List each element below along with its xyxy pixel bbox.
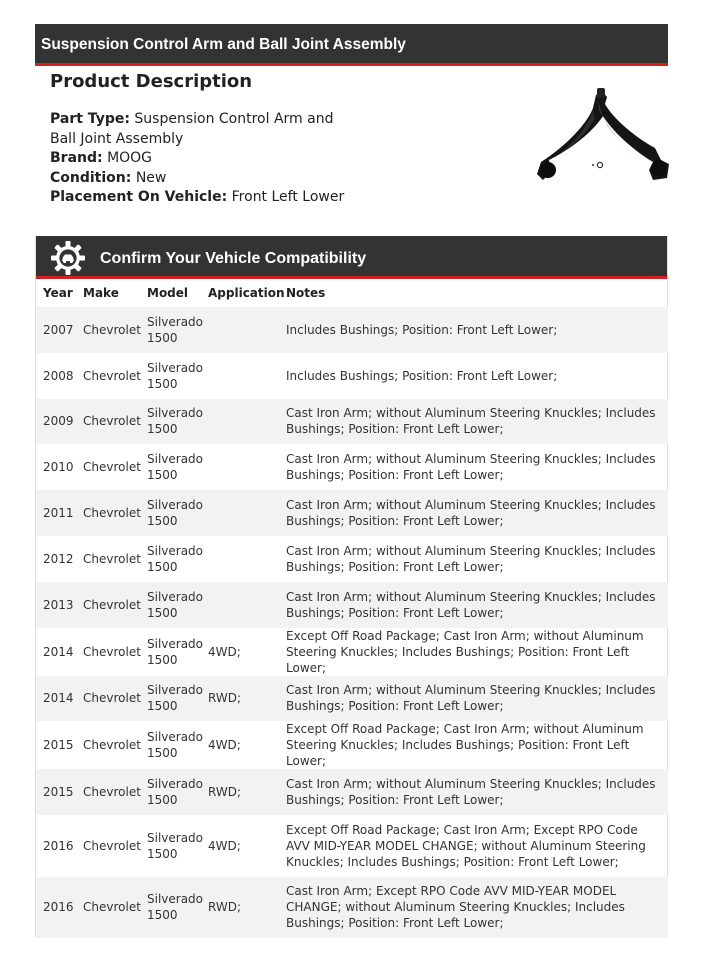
field-label: Condition: <box>50 169 132 186</box>
cell-year: 2011 <box>36 490 76 536</box>
page-title: Suspension Control Arm and Ball Joint Assembly <box>35 24 668 66</box>
cell-model: Silverado 1500 <box>147 636 204 667</box>
cell-year: 2010 <box>43 460 74 475</box>
cell-make: Chevrolet <box>83 368 141 383</box>
cell-notes: Cast Iron Arm; without Aluminum Steering Knuckles; Includes Bushings; Position: Front Left Lower; <box>279 490 668 536</box>
cell-application: RWD; <box>201 676 279 722</box>
cell-model: Silverado 1500 <box>147 543 204 574</box>
cell-model: Silverado 1500 <box>140 490 201 536</box>
field-brand <box>50 149 350 169</box>
field-value: New <box>135 169 167 186</box>
cell-application: 4WD; <box>208 738 241 753</box>
cell-year: 2015 <box>43 738 74 753</box>
cell-make: Chevrolet <box>83 738 141 753</box>
column-header-year: Year <box>43 286 73 300</box>
cell-year: 2012 <box>43 551 74 566</box>
cell-application <box>201 582 279 628</box>
table-row <box>36 676 668 722</box>
column-header-notes: Notes <box>286 286 326 300</box>
column-header-model: Model <box>147 286 189 300</box>
table-row <box>36 536 668 582</box>
cell-model: Silverado 1500 <box>140 676 201 722</box>
cell-model: Silverado 1500 <box>140 769 201 815</box>
cell-year: 2007 <box>36 307 76 353</box>
field-part-type <box>50 110 350 149</box>
cell-model: Silverado 1500 <box>140 582 201 628</box>
cell-make: Chevrolet <box>83 551 141 566</box>
field-value: Front Left Lower <box>231 189 345 205</box>
cell-notes: Cast Iron Arm; without Aluminum Steering Knuckles; Includes Bushings; Position: Front Left Lower; <box>279 769 668 815</box>
vehicle-compatibility-panel <box>35 236 668 937</box>
table-row <box>36 444 668 490</box>
cell-application <box>201 399 279 445</box>
cell-make: Chevrolet <box>83 460 141 475</box>
cell-model: Silverado 1500 <box>140 307 201 353</box>
cell-make: Chevrolet <box>76 676 140 722</box>
field-label: Placement On Vehicle: <box>50 189 228 205</box>
product-description-fields <box>50 110 350 208</box>
compatibility-header <box>36 236 667 279</box>
cell-application: RWD; <box>201 877 279 939</box>
cell-make: Chevrolet <box>76 769 140 815</box>
table-row <box>36 628 668 676</box>
control-arm-product-image <box>533 88 673 188</box>
table-row <box>36 815 668 877</box>
cell-year: 2016 <box>36 877 76 939</box>
table-row <box>36 769 668 815</box>
cell-notes: Except Off Road Package; Cast Iron Arm; without Aluminum Steering Knuckles; Includes Bushings; Position: Front Left Lower; <box>286 628 644 675</box>
column-header-make: Make <box>83 286 119 300</box>
table-row <box>36 490 668 536</box>
cell-application: 4WD; <box>208 644 241 659</box>
cell-make: Chevrolet <box>76 582 140 628</box>
cell-application: 4WD; <box>208 838 241 853</box>
cell-year: 2014 <box>36 676 76 722</box>
cell-notes: Cast Iron Arm; Except RPO Code AVV MID-YEAR MODEL CHANGE; without Aluminum Steering Knuckles; Includes Bushings; Position: Front Left Lower; <box>279 877 668 939</box>
cell-year: 2008 <box>43 368 74 383</box>
field-condition <box>50 169 350 189</box>
cell-application <box>201 536 279 582</box>
table-row <box>36 582 668 628</box>
cell-make: Chevrolet <box>76 399 140 445</box>
cell-application <box>201 490 279 536</box>
field-value: Suspension Control Arm and Ball Joint Assembly <box>50 111 334 147</box>
table-row <box>36 353 668 399</box>
cell-make: Chevrolet <box>83 838 141 853</box>
table-row <box>36 307 668 353</box>
cell-notes: Includes Bushings; Position: Front Left Lower; <box>286 368 558 383</box>
product-description-heading: Product Description <box>50 71 253 92</box>
cell-application: RWD; <box>201 769 279 815</box>
field-placement <box>50 188 350 208</box>
cell-notes: Includes Bushings; Position: Front Left Lower; <box>279 307 668 353</box>
cell-model: Silverado 1500 <box>147 830 204 861</box>
compatibility-title: Confirm Your Vehicle Compatibility <box>100 250 367 267</box>
cell-notes: Cast Iron Arm; without Aluminum Steering Knuckles; Includes Bushings; Position: Front Left Lower; <box>279 676 668 722</box>
gear-car-icon <box>51 241 85 275</box>
cell-year: 2016 <box>43 838 74 853</box>
cell-model: Silverado 1500 <box>140 399 201 445</box>
cell-year: 2013 <box>36 582 76 628</box>
column-header-application: Application <box>208 286 285 300</box>
table-header-row <box>36 279 668 307</box>
cell-notes: Except Off Road Package; Cast Iron Arm; without Aluminum Steering Knuckles; Includes Bushings; Position: Front Left Lower; <box>286 722 644 769</box>
table-row <box>36 877 668 939</box>
cell-model: Silverado 1500 <box>147 360 204 391</box>
field-label: Brand: <box>50 150 103 166</box>
table-row <box>36 721 668 769</box>
cell-notes: Except Off Road Package; Cast Iron Arm; Except RPO Code AVV MID-YEAR MODEL CHANGE; without Aluminum Steering Knuckles; Includes Bushings; Position: Front Left Lower; <box>286 822 646 869</box>
cell-application <box>201 444 279 490</box>
cell-notes: Cast Iron Arm; without Aluminum Steering Knuckles; Includes Bushings; Position: Front Left Lower; <box>279 582 668 628</box>
table-row <box>36 399 668 445</box>
cell-make: Chevrolet <box>76 490 140 536</box>
cell-application <box>201 353 279 399</box>
cell-model: Silverado 1500 <box>147 730 204 761</box>
cell-year: 2009 <box>36 399 76 445</box>
cell-notes: Cast Iron Arm; without Aluminum Steering Knuckles; Includes Bushings; Position: Front Left Lower; <box>286 543 656 574</box>
cell-notes: Cast Iron Arm; without Aluminum Steering Knuckles; Includes Bushings; Position: Front Left Lower; <box>279 399 668 445</box>
cell-notes: Cast Iron Arm; without Aluminum Steering Knuckles; Includes Bushings; Position: Front Left Lower; <box>286 452 656 483</box>
field-label: Part Type: <box>50 111 130 127</box>
cell-year: 2015 <box>36 769 76 815</box>
cell-make: Chevrolet <box>83 644 141 659</box>
cell-year: 2014 <box>43 644 74 659</box>
cell-model: Silverado 1500 <box>140 877 201 939</box>
cell-application <box>201 307 279 353</box>
field-value: MOOG <box>107 150 153 166</box>
cell-model: Silverado 1500 <box>147 452 204 483</box>
cell-make: Chevrolet <box>76 307 140 353</box>
compatibility-table <box>36 279 668 938</box>
cell-make: Chevrolet <box>76 877 140 939</box>
